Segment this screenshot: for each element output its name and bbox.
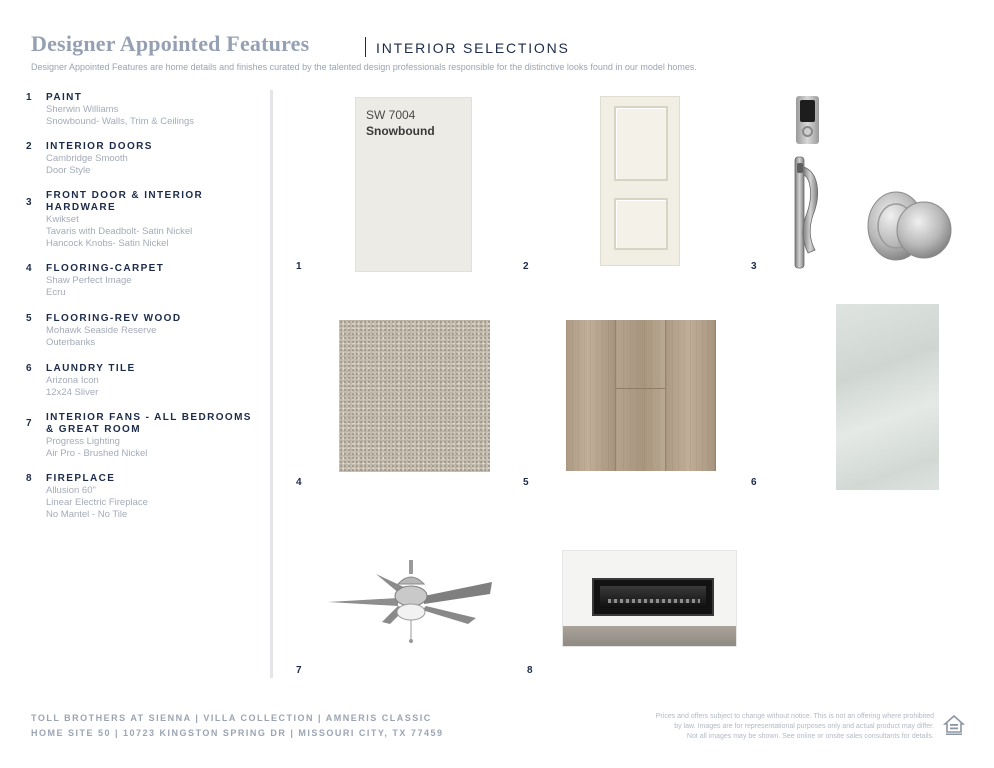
footer-disclaimer xyxy=(656,712,934,742)
intro-text: Designer Appointed Features are home details and finishes curated by the talented design professionals responsible for the distinctive looks found in our model homes. xyxy=(31,62,697,72)
feature-title: PAINT xyxy=(46,92,83,103)
keypad-screen xyxy=(800,100,815,122)
title-separator xyxy=(365,37,366,57)
disclaimer-line: Not all images may be shown. See online or onsite sales consultants for details. xyxy=(686,733,934,740)
image-number: 5 xyxy=(523,477,529,488)
feature-detail: Snowbound- Walls, Trim & Ceilings xyxy=(46,116,195,127)
image-number: 8 xyxy=(527,665,533,676)
feature-title: FLOORING-CARPET xyxy=(46,263,165,274)
feature-detail: Ecru xyxy=(46,287,66,298)
fireplace-glass xyxy=(600,586,706,608)
fireplace-flames xyxy=(608,599,700,603)
footer-address xyxy=(31,711,443,741)
feature-number: 1 xyxy=(26,92,32,103)
wood-plank xyxy=(566,320,616,471)
feature-detail: Hancock Knobs- Satin Nickel xyxy=(46,238,169,249)
feature-detail: 12x24 Sliver xyxy=(46,387,99,398)
feature-detail: Tavaris with Deadbolt- Satin Nickel xyxy=(46,226,193,237)
door-upper-panel xyxy=(614,106,668,181)
keypad-knob xyxy=(802,126,813,137)
feature-number: 4 xyxy=(26,263,32,274)
wood-flooring-image xyxy=(566,320,716,471)
deadbolt-keypad-image xyxy=(796,96,819,144)
feature-detail: Shaw Perfect Image xyxy=(46,275,132,286)
column-divider xyxy=(270,90,273,678)
fireplace-floor xyxy=(563,626,736,646)
wood-plank xyxy=(666,320,716,471)
footer-community: TOLL BROTHERS AT SIENNA | VILLA COLLECTION | AMNERIS CLASSIC xyxy=(31,713,432,723)
ceiling-fan-image xyxy=(326,560,496,650)
footer-homesite: HOME SITE 50 | 10723 KINGSTON SPRING DR | MISSOURI CITY, TX 77459 xyxy=(31,728,444,738)
feature-title: FRONT DOOR & INTERIOR HARDWARE xyxy=(46,190,204,213)
feature-number: 3 xyxy=(26,197,32,208)
feature-number: 8 xyxy=(26,473,32,484)
feature-number: 6 xyxy=(26,363,32,374)
feature-title: INTERIOR DOORS xyxy=(46,141,153,152)
feature-detail: Mohawk Seaside Reserve xyxy=(46,325,157,336)
feature-detail: Cambridge Smooth xyxy=(46,153,128,164)
image-number: 7 xyxy=(296,665,302,676)
disclaimer-line: Prices and offers subject to change without notice. This is not an offering where prohibited xyxy=(655,713,934,720)
door-lower-panel xyxy=(614,198,668,250)
feature-detail: No Mantel - No Tile xyxy=(46,509,128,520)
feature-title: INTERIOR FANS - ALL BEDROOMS & GREAT ROOM xyxy=(46,412,252,435)
equal-housing-opportunity-icon xyxy=(943,714,965,736)
image-number: 1 xyxy=(296,261,302,272)
feature-number: 2 xyxy=(26,141,32,152)
image-number: 3 xyxy=(751,261,757,272)
feature-detail: Linear Electric Fireplace xyxy=(46,497,148,508)
fireplace-image xyxy=(562,550,737,647)
feature-number: 7 xyxy=(26,418,32,429)
page-subtitle: INTERIOR SELECTIONS xyxy=(376,40,570,56)
interior-door-image xyxy=(600,96,680,266)
feature-detail: Air Pro - Brushed Nickel xyxy=(46,448,148,459)
feature-detail: Kwikset xyxy=(46,214,79,225)
feature-detail: Sherwin Williams xyxy=(46,104,119,115)
feature-title: FLOORING-REV WOOD xyxy=(46,313,182,324)
wood-plank xyxy=(616,320,666,471)
door-knob-image xyxy=(866,188,952,262)
image-number: 4 xyxy=(296,477,302,488)
carpet-sample-image xyxy=(339,320,490,472)
page-title: Designer Appointed Features xyxy=(31,31,310,56)
door-handle-image xyxy=(793,155,825,270)
paint-swatch-image xyxy=(355,97,472,272)
feature-detail: Outerbanks xyxy=(46,337,96,348)
feature-detail: Arizona Icon xyxy=(46,375,99,386)
feature-detail: Door Style xyxy=(46,165,91,176)
feature-title: FIREPLACE xyxy=(46,473,116,484)
image-number: 6 xyxy=(751,477,757,488)
image-number: 2 xyxy=(523,261,529,272)
disclaimer-line: by law. Images are for representational purposes only and actual product may differ. xyxy=(674,723,934,730)
swatch-name: Snowbound xyxy=(366,124,435,138)
laundry-tile-image xyxy=(836,304,939,490)
feature-number: 5 xyxy=(26,313,32,324)
swatch-code: SW 7004 xyxy=(366,108,416,122)
fireplace-unit xyxy=(592,578,714,616)
feature-detail: Progress Lighting xyxy=(46,436,120,447)
feature-detail: Allusion 60" xyxy=(46,485,96,496)
feature-title: LAUNDRY TILE xyxy=(46,363,136,374)
